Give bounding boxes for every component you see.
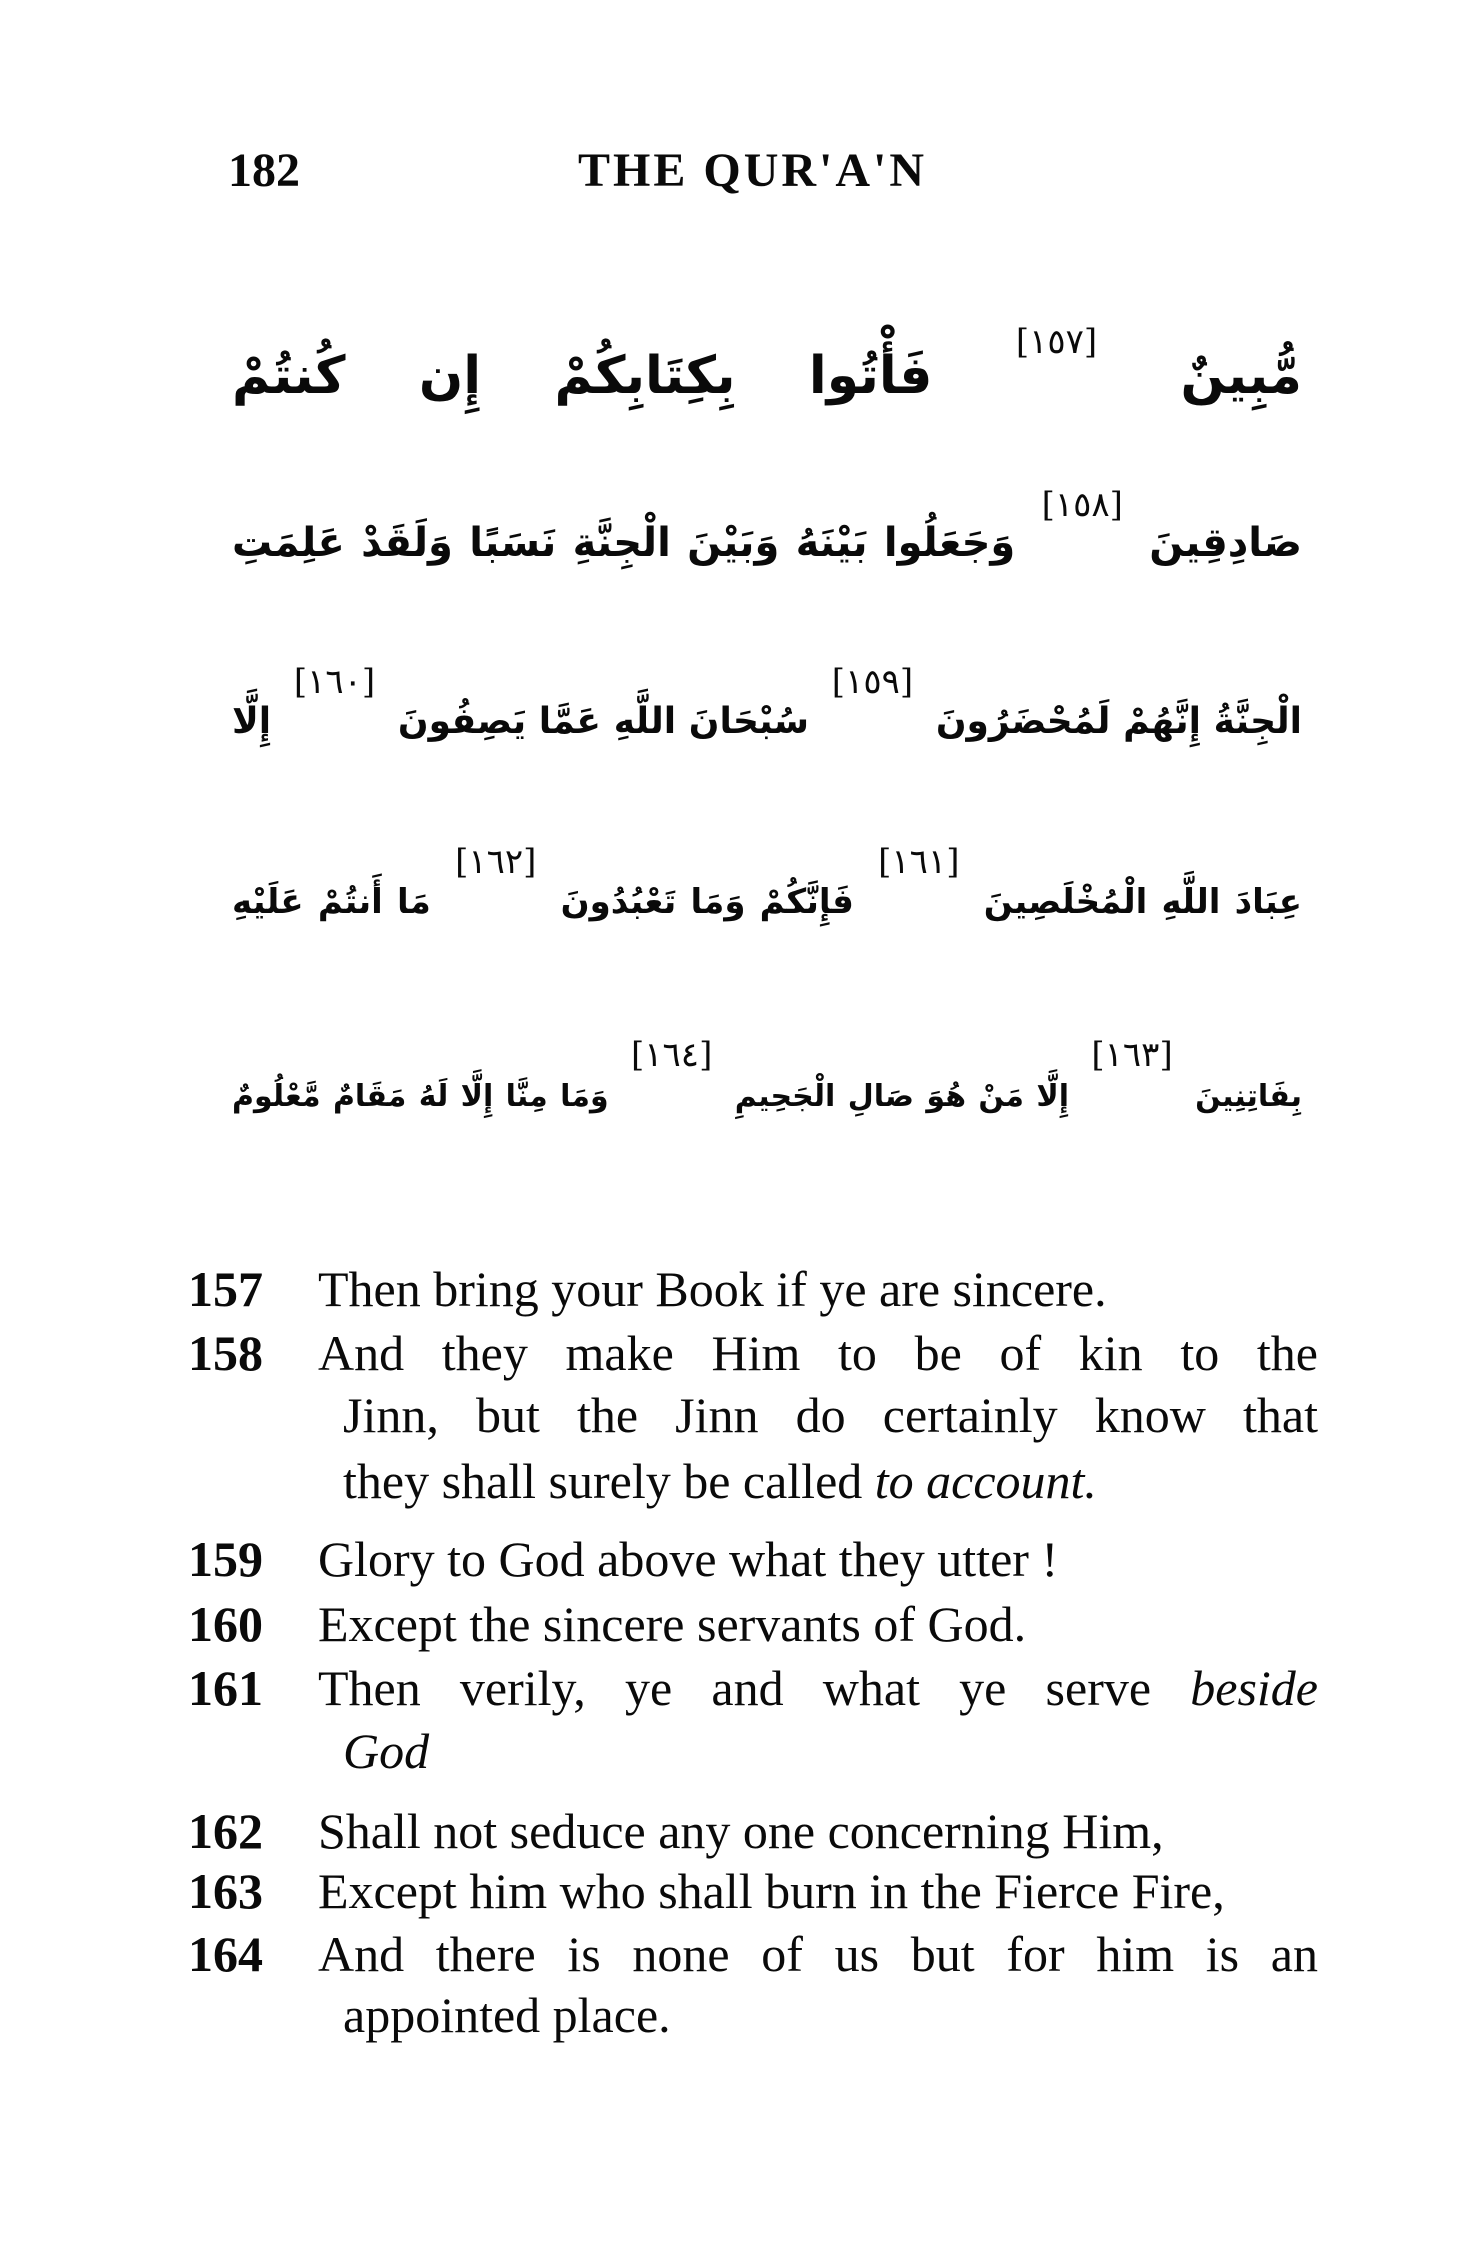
verse-number: 157 — [188, 1261, 263, 1317]
verse-marker: [١٦٠] — [293, 662, 376, 702]
verse-number: 160 — [188, 1596, 263, 1652]
verse-number: 162 — [188, 1803, 263, 1859]
arabic-phrase: سُبْحَانَ اللَّهِ عَمَّا يَصِفُونَ — [397, 701, 810, 742]
arabic-line — [232, 602, 1302, 772]
verse-number: 161 — [188, 1660, 263, 1716]
verse-text: Glory to God above what they utter ! — [318, 1531, 1059, 1587]
verse-marker: [١٦٣] — [1091, 1035, 1173, 1075]
verse-marker: [١٥٨] — [1041, 485, 1123, 525]
verse-marker: [١٦١] — [878, 842, 960, 882]
arabic-phrase: وَجَعَلُوا بَيْنَهُ وَبَيْنَ الْجِنَّةِ نَسَبًا وَلَقَدْ عَلِمَتِ — [232, 520, 1016, 566]
verse-text-continued: Jinn, but the Jinn do certainly know that — [343, 1387, 1318, 1443]
italic-text: beside — [1190, 1660, 1318, 1716]
arabic-phrase: فَإِنَّكُمْ وَمَا تَعْبُدُونَ — [560, 882, 854, 922]
page-number: 182 — [228, 144, 300, 197]
verse-number: 163 — [188, 1863, 263, 1919]
arabic-line — [232, 262, 1302, 432]
verse-text — [318, 1657, 1318, 1720]
verse-text-segment: they shall surely be called — [343, 1453, 863, 1509]
verse-text-continued — [343, 1450, 1318, 1513]
arabic-phrase: عِبَادَ اللَّهِ الْمُخْلَصِينَ — [983, 882, 1302, 922]
verse-text: Except him who shall burn in the Fierce Fire, — [318, 1863, 1225, 1919]
verse-text: And they make Him to be of kin to the — [318, 1325, 1318, 1381]
arabic-line — [232, 782, 1302, 952]
verse-number: 159 — [188, 1531, 263, 1587]
page-title: THE QUR'A'N — [578, 144, 928, 197]
arabic-phrase: وَمَا مِنَّا إِلَّا لَهُ مَقَامٌ مَّعْلُومٌ — [232, 1079, 609, 1114]
verse-marker: [١٦٤] — [631, 1035, 713, 1075]
verse-text-segment: Then verily, ye and what ye serve — [318, 1660, 1152, 1716]
arabic-phrase: إِلَّا — [232, 701, 272, 742]
arabic-phrase: فَأْتُوا بِكِتَابِكُمْ إِن كُنتُمْ — [232, 346, 933, 406]
verse-marker: [١٥٧] — [1015, 322, 1098, 362]
arabic-phrase: مَا أَنتُمْ عَلَيْهِ — [232, 882, 431, 922]
verse-text: Then bring your Book if ye are sincere. — [318, 1261, 1107, 1317]
arabic-line — [232, 425, 1302, 595]
arabic-phrase: بِفَاتِنِينَ — [1195, 1079, 1302, 1114]
italic-text: God — [343, 1723, 430, 1779]
verse-text-continued: appointed place. — [343, 1987, 671, 2043]
verse-number: 158 — [188, 1325, 263, 1381]
verse-text: Shall not seduce any one concerning Him, — [318, 1803, 1164, 1859]
arabic-line — [232, 975, 1302, 1145]
running-head — [0, 146, 1470, 196]
verse-number: 164 — [188, 1926, 263, 1982]
verse-marker: [١٦٢] — [455, 842, 537, 882]
verse-text: Except the sincere servants of God. — [318, 1596, 1027, 1652]
arabic-phrase: صَادِقِينَ — [1149, 520, 1302, 566]
arabic-phrase: مُّبِينٌ — [1180, 346, 1302, 406]
verse-text: And there is none of us but for him is an — [318, 1926, 1318, 1982]
arabic-phrase: إِلَّا مَنْ هُوَ صَالِ الْجَحِيمِ — [734, 1079, 1069, 1114]
verse-marker: [١٥٩] — [831, 662, 914, 702]
italic-text: to account. — [874, 1453, 1097, 1509]
arabic-phrase: الْجِنَّةُ إِنَّهُمْ لَمُحْضَرُونَ — [935, 701, 1302, 742]
